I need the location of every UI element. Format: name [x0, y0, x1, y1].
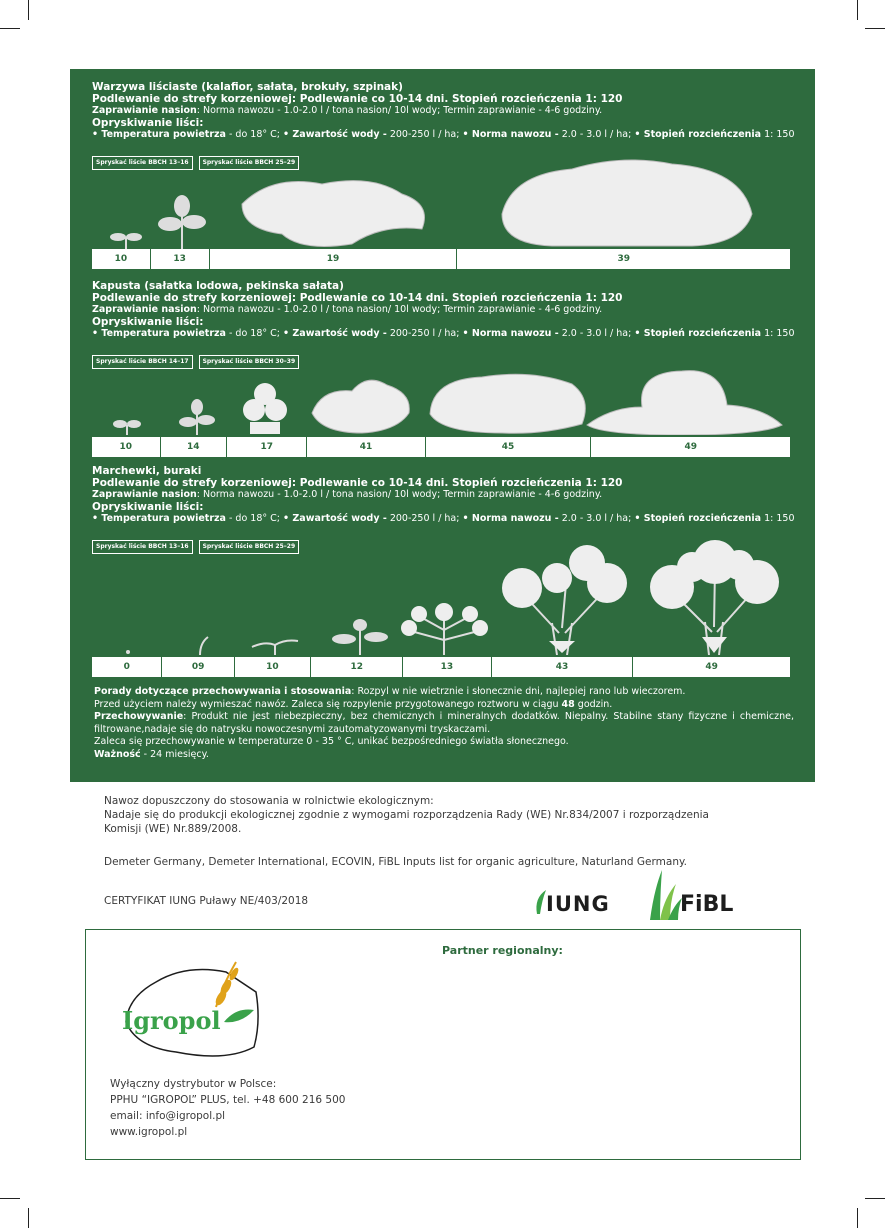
- keep-text: : Produkt nie jest niebezpieczny, bez chemicznych i mineralnych dodatków. Niepalny. Stabilne stany fizyczne i chemiczne, filtrowane,nadaje się do natrysku nowoczesnymi zautomatyzowanymi tryskaczami.: [94, 711, 794, 735]
- distributor-line: PPHU “IGROPOL” PLUS, tel. +48 600 216 500: [110, 1094, 346, 1106]
- bbch-tag: Spryskać liście BBCH 13–16: [92, 540, 193, 554]
- certificate: CERTYFIKAT IUNG Puławy NE/403/2018: [104, 895, 309, 907]
- young-plant-icon: [152, 194, 212, 249]
- storage-text: : Rozpyl w nie wietrznie i słonecznie dni, najlepiej rano lub wieczorem.: [351, 686, 686, 697]
- fibl-logo: [648, 870, 733, 920]
- lettuce-head-icon: [492, 154, 762, 249]
- crop-mark: [28, 0, 29, 20]
- stage-cell: 12: [311, 657, 403, 677]
- crop-mark: [0, 1198, 20, 1199]
- root-text: Podlewanie co 10-14 dni. Stopień rozcieńczenia 1: 120: [299, 292, 623, 304]
- crop-mark: [28, 1208, 29, 1228]
- leaf-label: Opryskiwanie liści:: [92, 117, 204, 129]
- bbch-scale: [92, 249, 790, 269]
- stage-cell: 14: [161, 437, 228, 457]
- section-cabbage: [92, 280, 795, 340]
- stage-cell: 39: [617, 254, 630, 264]
- seedling-icon: [250, 635, 300, 655]
- root-text: Podlewanie co 10-14 dni. Stopień rozcieńczenia 1: 120: [299, 477, 623, 489]
- stage-cell: 17: [227, 437, 307, 457]
- cabbage-rosette-icon: [307, 373, 417, 435]
- usage-notes: [94, 686, 794, 761]
- cabbage-head-icon: [422, 369, 592, 435]
- bbch-tag: Spryskać liście BBCH 13–16: [92, 156, 193, 170]
- distributor-line: Wyłączny dystrybutor w Polsce:: [110, 1078, 277, 1090]
- carrot-leaves-icon: [397, 600, 492, 655]
- plant-stages-illustration: [92, 169, 790, 249]
- partner-box: [85, 929, 801, 1160]
- root-label: Podlewanie do strefy korzeniowej:: [92, 93, 297, 105]
- plant-stages-illustration: [92, 367, 790, 435]
- bbch-tag: Spryskać liście BBCH 25–29: [199, 540, 300, 554]
- stage-cell: 41: [307, 437, 425, 457]
- bbch-tag: Spryskać liście BBCH 14–17: [92, 355, 193, 369]
- stage-cell: 13: [151, 249, 210, 269]
- iung-logo: [534, 888, 634, 918]
- fibl-logo-text: FiBL: [680, 892, 734, 917]
- bbch-tag: Spryskać liście BBCH 25–29: [199, 156, 300, 170]
- hours-value: 48: [561, 698, 575, 710]
- seedling-icon: [106, 229, 146, 249]
- stage-cell: 13: [403, 657, 491, 677]
- spray-params: • Temperatura powietrza - do 18° C; • Zawartość wody - 200-250 l / ha; • Norma nawozu - 2.0 - 3.0 l / ha; • Stopień rozcieńczenia 1: 150: [92, 513, 795, 524]
- bbch-tag: Spryskać liście BBCH 30–39: [199, 355, 300, 369]
- distributor-info: [110, 1076, 345, 1140]
- section-title: Kapusta (sałatka lodowa, pekinska sałata): [92, 280, 344, 292]
- email-link[interactable]: email: info@igropol.pl: [110, 1110, 226, 1122]
- approval-line: Nadaje się do produkcji ekologicznej zgodnie z wymogami rozporządzenia Rady (WE) Nr.834/2007 i rozporządzenia: [104, 809, 709, 821]
- section-carrots: [92, 465, 795, 525]
- mixing-suffix: godzin.: [574, 698, 613, 710]
- mature-cabbage-icon: [582, 367, 787, 435]
- igropol-logo: [116, 952, 266, 1062]
- stage-cell: 10: [235, 657, 311, 677]
- root-label: Podlewanie do strefy korzeniowej:: [92, 292, 297, 304]
- stage-cell: 10: [92, 437, 161, 457]
- stage-cell: 49: [684, 442, 697, 452]
- leaf-label: Opryskiwanie liści:: [92, 316, 204, 328]
- seedling-icon: [110, 417, 144, 435]
- crop-mark: [865, 1198, 885, 1199]
- seed-dot-icon: [125, 649, 131, 655]
- stage-cell: 09: [162, 657, 234, 677]
- root-label: Podlewanie do strefy korzeniowej:: [92, 477, 297, 489]
- plant-stages-illustration: [92, 537, 790, 655]
- input-lists: Demeter Germany, Demeter International, ECOVIN, FiBL Inputs list for organic agriculture, Naturland Germany.: [104, 856, 688, 868]
- crop-mark: [857, 0, 858, 20]
- stage-cell: 43: [492, 657, 634, 677]
- bbch-scale: [92, 657, 790, 677]
- crop-mark: [0, 28, 20, 29]
- iung-logo-text: IUNG: [546, 892, 610, 916]
- spray-params: • Temperatura powietrza - do 18° C; • Zawartość wody - 200-250 l / ha; • Norma nawozu - 2.0 - 3.0 l / ha; • Stopień rozcieńczenia 1: 150: [92, 129, 795, 140]
- stage-cell: 10: [92, 249, 151, 269]
- keep-label: Przechowywanie: [94, 711, 184, 722]
- young-cabbage-icon: [240, 380, 290, 435]
- mixing-text: Przed użyciem należy wymieszać nawóz. Zaleca się rozpylenie przygotowanego roztworu w ciągu: [94, 698, 562, 710]
- young-plant-icon: [177, 397, 217, 435]
- bbch-tags: [92, 156, 299, 170]
- root-text: Podlewanie co 10-14 dni. Stopień rozcieńczenia 1: 120: [299, 93, 623, 105]
- section-leafy: [92, 81, 795, 141]
- carrot-plant-icon: [497, 543, 632, 655]
- seed-text: : Norma nawozu - 1.0-2.0 l / tona nasion/ 10l wody; Termin zaprawianie - 4-6 godziny.: [196, 105, 603, 116]
- stage-cell: 0: [92, 657, 162, 677]
- stage-cell: 19: [210, 249, 458, 269]
- crop-mark: [865, 28, 885, 29]
- section-title: Warzywa liściaste (kalafior, sałata, brokuły, szpinak): [92, 81, 403, 93]
- instructions-panel: [70, 69, 815, 782]
- igropol-logo-text: Igropol: [122, 1006, 221, 1035]
- section-title: Marchewki, buraki: [92, 465, 202, 477]
- stage-cell: 49: [705, 662, 718, 672]
- leaf-label: Opryskiwanie liści:: [92, 501, 204, 513]
- grass-icon: [648, 870, 682, 920]
- website-link[interactable]: www.igropol.pl: [110, 1126, 188, 1138]
- spray-params: • Temperatura powietrza - do 18° C; • Zawartość wody - 200-250 l / ha; • Norma nawozu - 2.0 - 3.0 l / ha; • Stopień rozcieńczenia 1: 150: [92, 328, 795, 339]
- partner-title: Partner regionalny:: [442, 944, 563, 957]
- bbch-scale: [92, 437, 790, 457]
- seed-text: : Norma nawozu - 1.0-2.0 l / tona nasion/ 10l wody; Termin zaprawianie - 4-6 godziny.: [196, 304, 603, 315]
- eco-approval: [104, 794, 794, 836]
- young-carrot-icon: [330, 617, 390, 655]
- storage-label: Porady dotyczące przechowywania i stosowania: [94, 686, 352, 697]
- approval-line: Komisji (WE) Nr.889/2008.: [104, 823, 242, 835]
- seed-label: Zaprawianie nasion: [92, 489, 197, 500]
- seed-label: Zaprawianie nasion: [92, 304, 197, 315]
- crop-mark: [857, 1208, 858, 1228]
- approval-line: Nawoz dopuszczony do stosowania w rolnictwie ekologicznym:: [104, 795, 434, 807]
- valid-label: Ważność: [94, 748, 141, 760]
- seed-text: : Norma nawozu - 1.0-2.0 l / tona nasion/ 10l wody; Termin zaprawianie - 4-6 godziny.: [196, 489, 603, 500]
- stage-cell: 45: [426, 437, 592, 457]
- sprout-icon: [192, 633, 212, 655]
- temp-text: Zaleca się przechowywanie w temperaturze 0 - 35 ° C, unikać bezpośredniego światła słonecznego.: [94, 736, 569, 747]
- valid-text: - 24 miesięcy.: [140, 748, 209, 760]
- mature-carrot-icon: [647, 537, 782, 655]
- seed-label: Zaprawianie nasion: [92, 105, 197, 116]
- lettuce-icon: [232, 174, 432, 249]
